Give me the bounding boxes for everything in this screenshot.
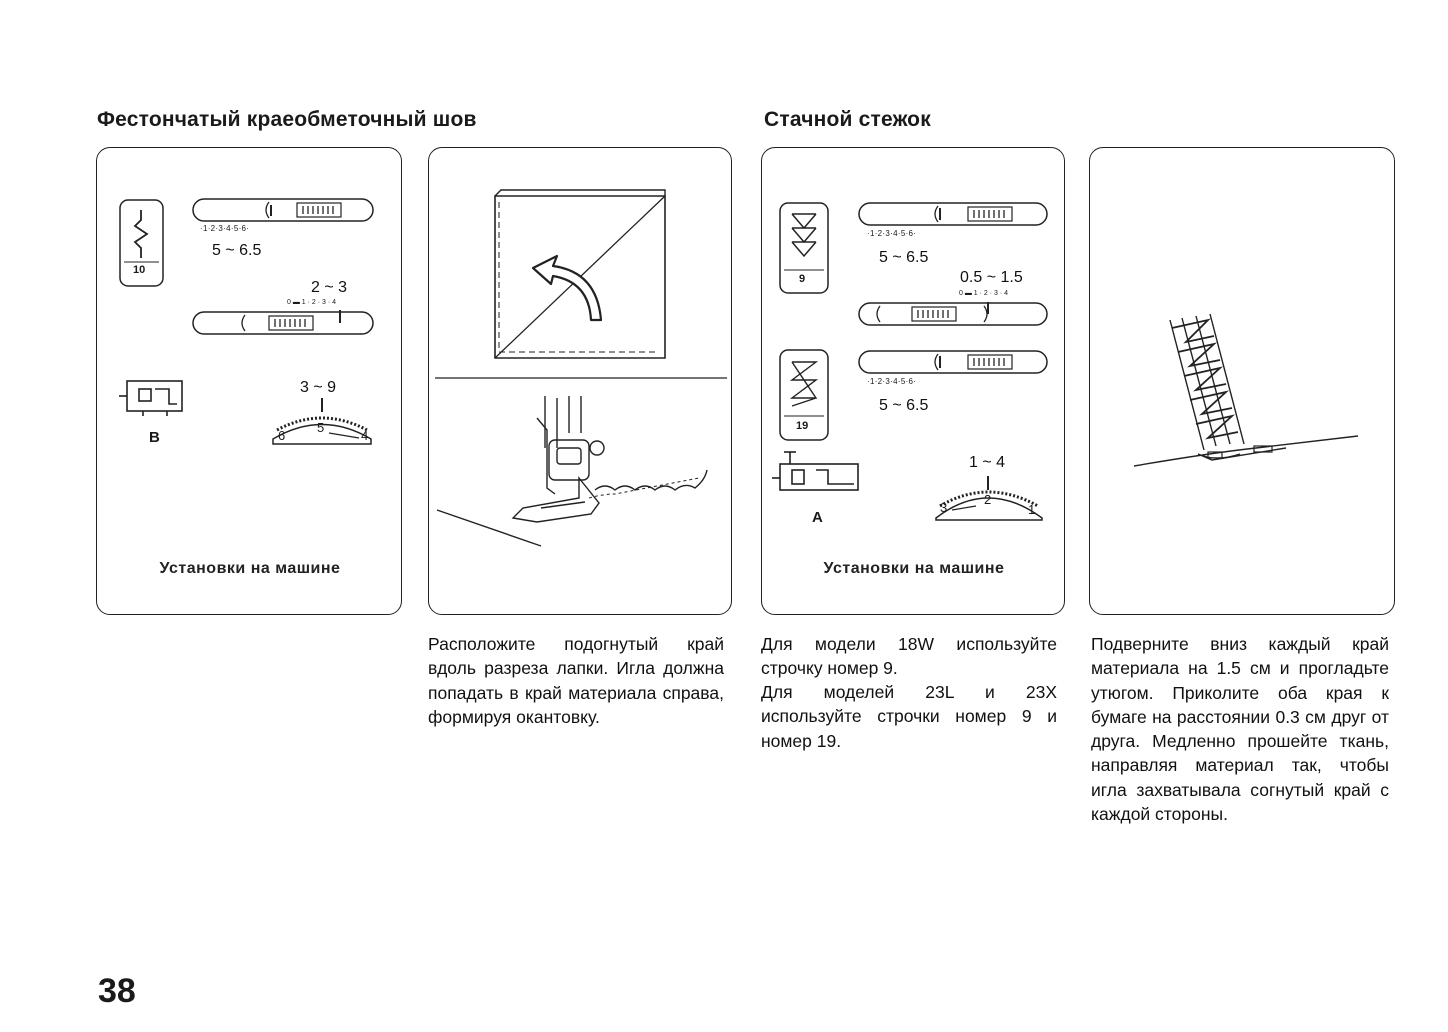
stitch-length-scale-a: ·1·2·3·4·5·6· bbox=[867, 229, 917, 238]
stitch-width-scale: 0 ▬ 1 · 2 · 3 · 4 bbox=[287, 299, 337, 306]
dial-label-right: 4 bbox=[361, 428, 369, 443]
settings-caption: Установки на машине bbox=[823, 560, 1005, 577]
page-number: 38 bbox=[98, 972, 136, 1010]
tension-value: 3 ~ 9 bbox=[300, 379, 337, 396]
dial-label-left: 3 bbox=[940, 500, 948, 515]
pattern-number-b: 19 bbox=[796, 420, 809, 432]
faggoting-description: Подверните вниз каждый край материала на 1.5 см и прогладьте утюгом. Приколите оба края к бумаге на расстоянии 0.3 см друг от друга. Медленно прошейте ткань, направляя материал так, чтобы игла захватывала согнутый край с каждой стороны. bbox=[1091, 634, 1389, 825]
left-section-title: Фестончатый краеобметочный шов bbox=[97, 108, 477, 131]
stitch-length-value-b: 5 ~ 6.5 bbox=[879, 397, 929, 414]
hem-illustration-panel bbox=[428, 147, 732, 615]
pattern-number-a: 9 bbox=[799, 273, 806, 285]
stitch-length-scale: ·1·2·3·4·5·6· bbox=[200, 224, 250, 233]
left-settings-panel bbox=[96, 147, 402, 615]
dial-label-right: 1 bbox=[1028, 502, 1036, 517]
right-settings-panel bbox=[761, 147, 1065, 615]
model-19-description: Для моделей 23L и 23X используйте строчки номер 9 и номер 19. bbox=[761, 682, 1057, 751]
dial-label-center: 5 bbox=[317, 420, 325, 435]
hem-description: Расположите подогнутый край вдоль разреза лапки. Игла должна попадать в край материала справа, формируя окантовку. bbox=[428, 634, 724, 727]
presser-foot-label: B bbox=[149, 429, 160, 446]
left-settings-graphics bbox=[97, 148, 403, 616]
presser-foot-label: A bbox=[812, 509, 823, 526]
faggoting-illustration-panel bbox=[1089, 147, 1395, 615]
settings-caption: Установки на машине bbox=[159, 560, 341, 577]
stitch-length-value-a: 5 ~ 6.5 bbox=[879, 249, 929, 266]
dial-label-center: 2 bbox=[984, 492, 992, 507]
tension-value: 1 ~ 4 bbox=[969, 454, 1006, 471]
stitch-width-value: 2 ~ 3 bbox=[311, 279, 348, 296]
stitch-length-scale-b: ·1·2·3·4·5·6· bbox=[867, 377, 917, 386]
stitch-width-value: 0.5 ~ 1.5 bbox=[960, 269, 1023, 286]
stitch-length-value: 5 ~ 6.5 bbox=[212, 242, 262, 259]
dial-label-left: 6 bbox=[278, 428, 286, 443]
stitch-width-scale: 0 ▬ 1 · 2 · 3 · 4 bbox=[959, 290, 1009, 297]
right-section-title: Стачной стежок bbox=[764, 108, 931, 131]
hem-folding-illustration bbox=[429, 148, 733, 616]
model-9-description: Для модели 18W используйте строчку номер 9. bbox=[761, 634, 1057, 679]
pattern-number: 10 bbox=[133, 264, 146, 276]
faggoting-illustration bbox=[1090, 148, 1396, 616]
